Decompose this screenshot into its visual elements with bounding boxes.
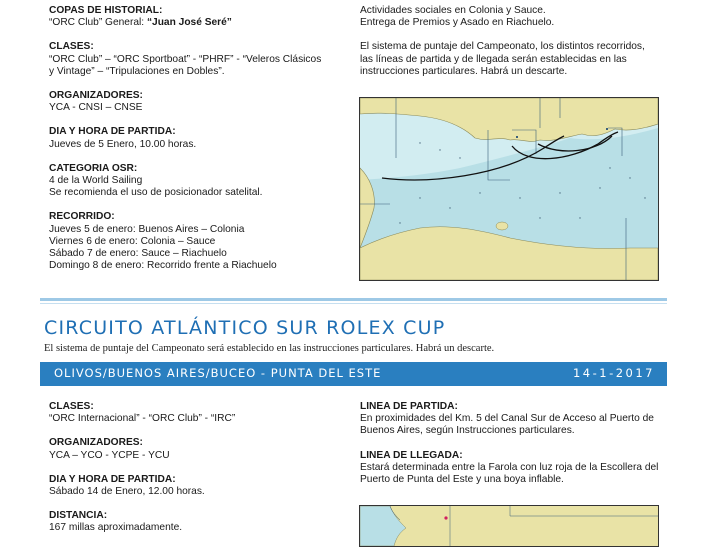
organizadores-heading: ORGANIZADORES: — [49, 437, 143, 449]
partida-text: Sábado 14 de Enero, 12.00 horas. — [49, 486, 205, 498]
organizadores-text: YCA - CNSI – CNSE — [49, 102, 143, 114]
recorrido-item: Viernes 6 de enero: Colonia – Sauce — [49, 235, 216, 247]
partida-text: Jueves de 5 Enero, 10.00 horas. — [49, 138, 197, 150]
prizes-text: Entrega de Premios y Asado en Riachuelo. — [360, 17, 555, 29]
nautical-chart-rio-de-la-plata — [359, 97, 659, 281]
historial-text: “ORC Club” General: “Juan José Seré” — [49, 17, 232, 29]
nautical-chart-punta-del-este — [359, 505, 659, 547]
osr-heading: CATEGORIA OSR: — [49, 162, 138, 174]
linea-partida-line-2: Buenos Aires, según Instrucciones particulares. — [360, 425, 575, 437]
social-activities-text: Actividades sociales en Colonia y Sauce. — [360, 5, 546, 16]
event-date: 14-1-2017 — [572, 366, 655, 380]
historial-heading: COPAS DE HISTORIAL: — [49, 5, 163, 16]
recorrido-item: Jueves 5 de enero: Buenos Aires – Colonia — [49, 223, 245, 235]
distancia-text: 167 millas aproximadamente. — [49, 522, 183, 534]
route-banner — [40, 362, 667, 386]
clases-text: “ORC Internacional” - “ORC Club” - “IRC” — [49, 413, 236, 425]
scoring-text-line-1: El sistema de puntaje del Campeonato, los distintos recorridos, — [360, 41, 645, 53]
clases-line-1: “ORC Club” – “ORC Sportboat” - “PHRF” - “Veleros Clásicos — [49, 53, 322, 65]
section-divider — [40, 298, 667, 301]
linea-llegada-line-2: Puerto de Punta del Este y una boya inflable. — [360, 474, 564, 486]
section-divider-thin — [40, 303, 667, 304]
partida-heading: DIA Y HORA DE PARTIDA: — [49, 473, 176, 485]
event-description: El sistema de puntaje del Campeonato será establecido en las instrucciones particulares. Habrá un descarte. — [44, 343, 495, 354]
organizadores-heading: ORGANIZADORES: — [49, 90, 143, 102]
recorrido-item: Domingo 8 de enero: Recorrido frente a Riachuelo — [49, 260, 277, 272]
bottom-right-column — [360, 401, 670, 486]
clases-line-2: y Vintage” – “Tripulaciones en Dobles”. — [49, 65, 225, 77]
organizadores-text: YCA – YCO - YCPE - YCU — [49, 449, 170, 461]
top-right-column — [360, 5, 670, 78]
linea-llegada-heading: LINEA DE LLEGADA: — [360, 449, 463, 461]
clases-heading: CLASES: — [49, 41, 94, 53]
osr-line-1: 4 de la World Sailing — [49, 175, 143, 187]
bottom-left-column — [49, 401, 339, 535]
event-title: CIRCUITO ATLÁNTICO SUR ROLEX CUP — [44, 317, 446, 339]
recorrido-heading: RECORRIDO: — [49, 211, 115, 223]
scoring-text-line-2: las líneas de partida y de llegada serán establecidas en las — [360, 53, 627, 65]
distancia-heading: DISTANCIA: — [49, 510, 108, 522]
linea-partida-heading: LINEA DE PARTIDA: — [360, 401, 458, 412]
clases-heading: CLASES: — [49, 401, 94, 412]
chart-drawing — [360, 98, 658, 280]
chart-drawing-bottom — [360, 506, 658, 546]
linea-llegada-line-1: Estará determinada entre la Farola con luz roja de la Escollera del — [360, 461, 659, 473]
linea-partida-line-1: En proximidades del Km. 5 del Canal Sur de Acceso al Puerto de — [360, 413, 654, 425]
osr-line-2: Se recomienda el uso de posicionador satelital. — [49, 187, 263, 199]
scoring-text-line-3: instrucciones particulares. Habrá un descarte. — [360, 65, 568, 77]
top-left-column — [49, 5, 339, 272]
partida-heading: DIA Y HORA DE PARTIDA: — [49, 126, 176, 138]
route-text: OLIVOS/BUENOS AIRES/BUCEO - PUNTA DEL ESTE — [54, 366, 382, 380]
recorrido-item: Sábado 7 de enero: Sauce – Riachuelo — [49, 248, 227, 260]
historial-name: “Juan José Seré” — [146, 17, 232, 29]
